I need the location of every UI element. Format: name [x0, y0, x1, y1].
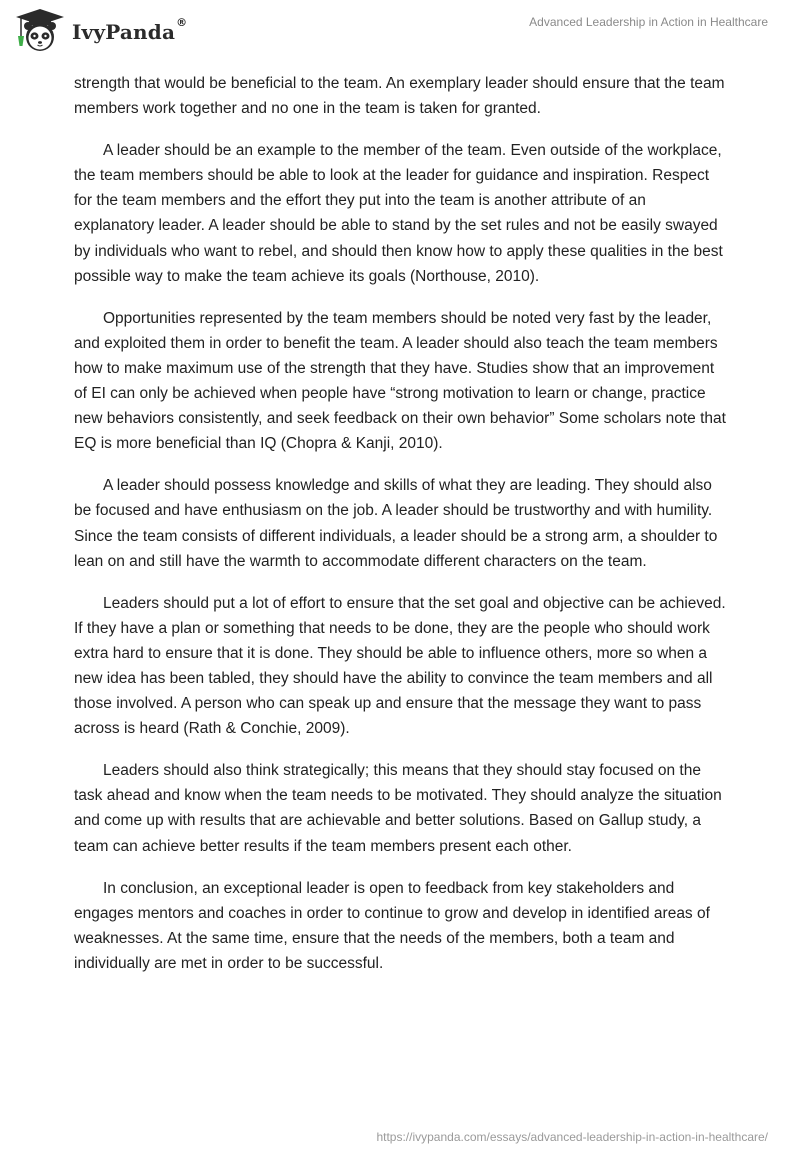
- panda-graduate-icon: [12, 6, 68, 54]
- paragraph: Opportunities represented by the team members should be noted very fast by the leader, and exploited them in order to benefit the team. A leader should also teach the team members how to make maximum use of the strength that they have. Studies show that an improvement of EI can only be achieved when people have “strong motivation to learn or change, practice new behaviors consistently, and seek feedback on their own behavior” Some scholars note that EQ is more beneficial than IQ (Chopra & Kanji, 2010).: [74, 309, 726, 453]
- paragraph: In conclusion, an exceptional leader is open to feedback from key stakeholders and engages mentors and coaches in order to continue to grow and develop in identified areas of weaknesses. At the same time, ensure that the needs of the members, both a team and individually are met in order to be successful.: [74, 879, 710, 972]
- brand-logo[interactable]: [12, 6, 187, 54]
- brand-name: IvyPanda: [72, 20, 176, 44]
- paragraph: A leader should possess knowledge and skills of what they are leading. They should also be focused and have enthusiasm on the job. A leader should be trustworthy and with humility. Since the team consists of different individuals, a leader should be a strong arm, a shoulder to lean on and still have the warmth to accommodate different characters on the team.: [74, 477, 718, 570]
- paragraph: A leader should be an example to the member of the team. Even outside of the workplace, the team members should be able to look at the leader for guidance and inspiration. Respect for the team members and the effort they put into the team is another attribute of an explanatory leader. A leader should be able to stand by the set rules and not be easily swayed by individuals who want to rebel, and should then know how to apply these qualities in the best possible way to make the team achieve its goals (Northouse, 2010).: [74, 142, 723, 285]
- paragraph: strength that would be beneficial to the team. An exemplary leader should ensure that the team members work together and no one in the team is taken for granted.: [74, 75, 725, 118]
- paragraph: Leaders should also think strategically; this means that they should stay focused on the task ahead and know when the team needs to be motivated. They should analyze the situation and come up with results that are achievable and better solutions. Based on Gallup study, a team can achieve better results if the team members present each other.: [74, 762, 722, 855]
- source-url[interactable]: https://ivypanda.com/essays/advanced-leadership-in-action-in-healthcare/: [376, 1130, 768, 1144]
- page-header: [0, 0, 800, 60]
- essay-body: [74, 71, 730, 993]
- registered-mark: ®: [176, 15, 188, 29]
- paragraph: Leaders should put a lot of effort to ensure that the set goal and objective can be achieved. If they have a plan or something that needs to be done, they are the people who should work extra hard to ensure that it is done. They should be able to influence others, more so when a new idea has been tabled, they should have the ability to convince the team members and all those involved. A person who can speak up and ensure that the message they want to pass across is heard (Rath & Conchie, 2009).: [74, 594, 726, 738]
- document-title: Advanced Leadership in Action in Healthcare: [529, 15, 768, 29]
